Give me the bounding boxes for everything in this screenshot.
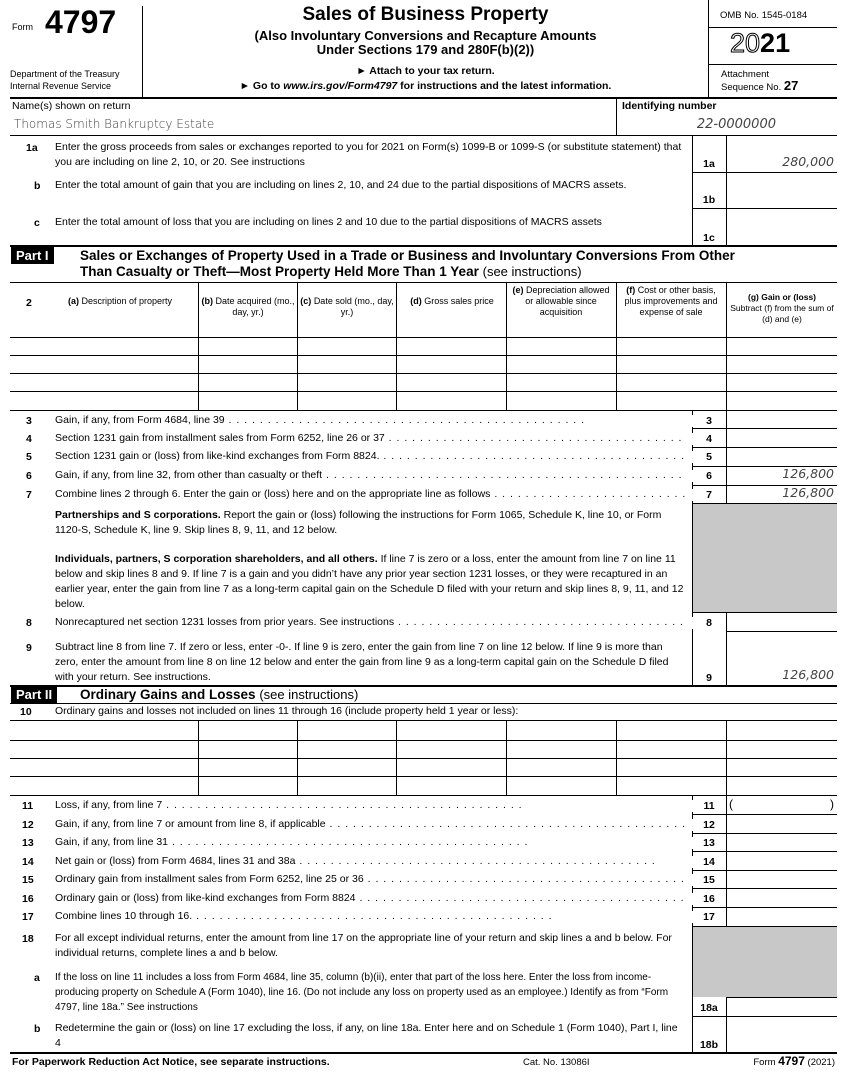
row-rule [692,870,837,871]
row-rule [692,814,837,815]
line-number: 15 [22,874,34,886]
col-text: Depreciation allowed or allowable since acquisition [525,285,610,317]
table-row[interactable] [10,740,837,741]
line-7-text [55,487,685,502]
line-text: Gain, if any, from Form 4684, line 39 [55,414,225,426]
line-number: 12 [22,819,34,831]
goto-instruction [143,80,708,92]
line-text: Section 1231 gain from installment sales from Form 6252, line 26 or 37 [55,432,385,444]
year-divider [709,64,837,65]
form-prefix: Form [12,22,33,32]
line-number: 1a [26,142,38,154]
line-17-text [55,909,685,924]
line-text: Ordinary gain or (loss) from like-kind exchanges from Form 8824 [55,892,356,904]
goto-prefix: ► Go to [239,80,284,92]
partnerships-heading: Partnerships and S corporations. [55,509,221,521]
col-a-header [60,296,180,307]
line-text: Enter the total amount of gain that you are including on lines 2, 10, and 24 due to the partial dispositions of MACRS assets. [55,179,627,191]
box-label: 1c [703,232,715,244]
line-text: Gain, if any, from line 31 [55,836,169,848]
line-number: 11 [22,800,34,812]
line-number: c [34,217,40,229]
partnerships-text: Report the gain or (loss) following the instructions for Form 1065, Schedule K, line 10, or Form 1120-S, Schedule K, line 9. Skip lines 8, 9, 11, and 12 below. [55,509,662,536]
box-label: 14 [692,856,726,868]
line-number: 4 [26,433,32,445]
box-label: 7 [692,489,726,501]
col-text: Date acquired (mo., day, yr.) [215,296,295,317]
box-label: 9 [706,672,712,684]
header-bottom-rule [10,97,837,99]
col-text: Description of property [81,296,173,306]
department: Department of the Treasury [10,69,120,79]
line-text: Subtract line 8 from line 7. If zero or less, enter -0-. If line 9 is zero, enter the gain from line 7 on line 12 below. If line 9 is more than zero, enter the amount from line 8 on line 12 below and enter the gain from line 9 as a long-term capital gain on the Schedule D filed with your return. See instructions. [55,641,669,683]
sequence-label: Sequence No. [721,82,782,93]
line-text: Gain, if any, from line 32, from other than casualty or theft [55,469,323,481]
year-bold: 21 [760,28,791,58]
table-top-rule [10,720,837,721]
table-row[interactable] [10,795,837,796]
line-number: b [34,1023,41,1035]
col-c-header [298,296,396,318]
line-11-text [55,798,685,813]
line-12-text [55,817,685,832]
row-rule [726,631,837,632]
line-number: 8 [26,617,32,629]
row-rule [692,833,837,834]
line-number: a [34,972,40,984]
line-text: Loss, if any, from line 7 [55,799,163,811]
col-key: (d) [410,296,422,306]
form-subtitle [143,29,708,57]
attachment-label: Attachment [721,69,770,80]
line-text: Nonrecaptured net section 1231 losses from prior years. See instructions [55,616,395,628]
line-1a-text [55,140,685,170]
line-text: Redetermine the gain or (loss) on line 17 excluding the loss, if any, on line 18a. Enter here and on Schedule 1 (Form 1040), Part I, line 4 [55,1022,678,1049]
col-key: (b) [201,296,213,306]
shaded-area [693,504,837,612]
col-key: (a) [67,296,79,306]
line-18a-text [55,970,685,1015]
line-16-text [55,891,685,906]
individuals-heading: Individuals, partners, S corporation shareholders, and all others. [55,553,378,565]
id-divider [616,98,617,135]
line-1a-amount[interactable]: 280,000 [782,154,834,169]
shaded-area [693,927,837,997]
table-row[interactable] [10,758,837,759]
line-2-number: 2 [26,297,32,309]
footer-form-prefix: Form [753,1057,776,1068]
table-bottom-rule [10,410,837,411]
line-5-text [55,449,685,464]
line-8-text [55,615,685,630]
line-text: Gain, if any, from line 7 or amount from line 8, if applicable [55,818,326,830]
part1-table-top [10,282,837,283]
box-label: 18b [699,1039,719,1051]
id-label: Identifying number [622,100,717,112]
row-rule [692,447,837,448]
line-text: Ordinary gain from installment sales from Form 6252, line 25 or 36 [55,873,364,885]
row-rule [692,888,837,889]
line-number: 7 [26,489,32,501]
department-label [10,68,120,92]
line-number: 13 [22,837,34,849]
col-d-header [402,296,502,307]
box-label: 13 [692,837,726,849]
identity-bottom-rule [10,135,837,136]
omb-number: OMB No. 1545-0184 [720,10,808,21]
box-label: 3 [692,415,726,427]
col-text: Gross sales price [424,296,494,306]
col-key: (e) [512,285,524,295]
box-label: 12 [692,819,726,831]
individuals-instruction [55,552,685,612]
goto-suffix: for instructions and the latest information. [397,80,612,92]
partnerships-instruction [55,508,685,538]
part2-title-note: (see instructions) [259,687,359,702]
loss-paren-close: ) [830,797,834,811]
subtitle-line-1: (Also Involuntary Conversions and Recapture Amounts [254,28,597,43]
line-number: 18 [22,933,34,945]
table-row[interactable] [10,373,837,374]
line-text: Combine lines 2 through 6. Enter the gain or (loss) here and on the appropriate line as follows [55,488,491,500]
box-label: 16 [692,893,726,905]
row-rule [692,208,837,209]
box-col-right [726,135,727,246]
line-1c-text [55,215,685,230]
line-10-text: Ordinary gains and losses not included on lines 11 through 16 (include property held 1 year or less): [55,705,519,717]
footer-form-id [753,1054,835,1068]
box-col-left [692,926,693,1052]
line-number: 17 [22,911,34,923]
col-g-header [727,292,837,325]
form-title: Sales of Business Property [302,4,549,25]
row-rule [692,612,837,613]
line-number: 5 [26,451,32,463]
line-18-text: For all except individual returns, enter the amount from line 17 on the appropriate line of your return and skip lines a and b below. For individual returns, complete lines a and b below. [55,932,672,959]
row-rule [692,428,837,429]
line-number: 16 [22,893,34,905]
sequence-number: 27 [783,78,799,93]
line-18b-text [55,1021,685,1051]
box-label: 4 [692,433,726,445]
row-rule [692,1016,837,1017]
part1-title [80,248,735,280]
part2-title [80,687,358,703]
col-key: (g) Gain or (loss) [748,292,816,302]
line-14-text [55,854,685,869]
table-row[interactable] [10,355,837,356]
box-label: 8 [692,617,726,629]
line-text: If the loss on line 11 includes a loss from Form 4684, line 35, column (b)(ii), enter that part of the loss here. Enter the loss from income-producing property on Schedule A (Form 1040), line 16. (Do not include any loss on property used as an employee.) Identify as from “Form 4797, line 18a.” See instructions [55,972,669,1013]
box-col-right [726,997,727,1052]
row-rule [726,997,837,998]
tax-year [730,28,790,59]
part1-title-note: (see instructions) [482,264,582,279]
part1-label: Part I [11,247,54,264]
part2-title-text: Ordinary Gains and Losses [80,687,256,702]
attachment-sequence [721,69,798,93]
col-text: Date sold (mo., day, yr.) [313,296,394,317]
line-1b-text [55,178,685,193]
box-col-left [692,135,693,246]
table-row[interactable] [10,337,837,338]
col-key: (c) [300,296,312,306]
loss-paren-open: ( [729,797,733,811]
col-e-header [508,285,614,318]
part1-title-line2: Than Casualty or Theft—Most Property Held More Than 1 Year [80,264,479,279]
line-number: 10 [20,706,32,718]
line-9-amount[interactable]: 126,800 [782,667,834,682]
line-text: Net gain or (loss) from Form 4684, lines 31 and 38a [55,855,296,867]
footer-form-number: 4797 [778,1054,805,1068]
individuals-text: If line 7 is zero or a loss, enter the amount from line 7 on line 11 below and skip lines 8 and 9. If line 7 is a gain and you didn’t have any prior year section 1231 losses, or they were recaptured in an earlier year, enter the gain from line 7 as a long-term capital gain on the Schedule D filed with your return and skip lines 8, 9, 11, and 12 below. [55,553,684,610]
line-3-text [55,413,685,428]
line-number: 3 [26,415,32,427]
line-number: 14 [22,856,34,868]
box-label: 1b [702,194,716,206]
year-outline: 20 [730,28,761,58]
line-text: Enter the gross proceeds from sales or exchanges reported to you for 2021 on Form(s) 1099-B or 1099-S (or substitute statement) that you are including on line 2, 10, or 20. See instructions [55,141,682,168]
table-row[interactable] [10,391,837,392]
form-number: 4797 [45,4,117,40]
col-b-header [199,296,297,318]
line-15-text [55,872,685,887]
box-label: 11 [692,800,726,812]
line-number: 9 [26,642,32,654]
header-divider-right [708,0,709,97]
row-rule [692,851,837,852]
col-text: Cost or other basis, plus improvements and expense of sale [624,285,718,317]
identifying-number-field[interactable]: 22-0000000 [696,117,776,132]
line-13-text [55,835,685,850]
row-rule [692,907,837,908]
box-label: 18a [700,1002,718,1014]
box-label: 6 [692,470,726,482]
part1-title-line1: Sales or Exchanges of Property Used in a Trade or Business and Involuntary Conversions From Other [80,248,735,263]
line-6-text [55,468,685,483]
row-rule [692,172,837,173]
box-label: 15 [692,874,726,886]
irs-service: Internal Revenue Service [10,81,112,91]
name-label: Name(s) shown on return [12,100,131,112]
line-number: b [34,180,41,192]
box-label: 1a [703,158,715,170]
box-label: 17 [692,911,726,923]
table-row[interactable] [10,776,837,777]
line-4-text [55,431,685,446]
col-key: (f) [626,285,636,295]
catalog-number: Cat. No. 13086I [523,1057,590,1068]
part1-top-rule [10,245,837,247]
box-label: 5 [692,451,726,463]
subtitle-line-2: Under Sections 179 and 280F(b)(2)) [316,42,535,57]
attach-instruction: ► Attach to your tax return. [356,65,495,77]
footer-top-rule [10,1052,837,1054]
line-9-text [55,640,685,685]
irs-url-link[interactable]: www.irs.gov/Form4797 [283,80,398,92]
taxpayer-name-field[interactable]: Thomas Smith Bankruptcy Estate [14,117,215,131]
line-text: Enter the total amount of loss that you are including on lines 2 and 10 due to the partial dispositions of MACRS assets [55,216,602,228]
line-6-amount[interactable]: 126,800 [782,466,834,481]
line-7-amount[interactable]: 126,800 [782,485,834,500]
line-text: Combine lines 10 through 16. [55,910,193,922]
line-number: 6 [26,470,32,482]
line-text: Section 1231 gain or (loss) from like-kind exchanges from Form 8824. [55,450,380,462]
paperwork-notice: For Paperwork Reduction Act Notice, see separate instructions. [12,1056,330,1068]
footer-form-year: (2021) [807,1057,835,1068]
part2-label: Part II [11,686,57,703]
box-col-left [692,503,693,633]
col-text: Subtract (f) from the sum of (d) and (e) [730,303,834,324]
col-f-header [617,285,725,318]
